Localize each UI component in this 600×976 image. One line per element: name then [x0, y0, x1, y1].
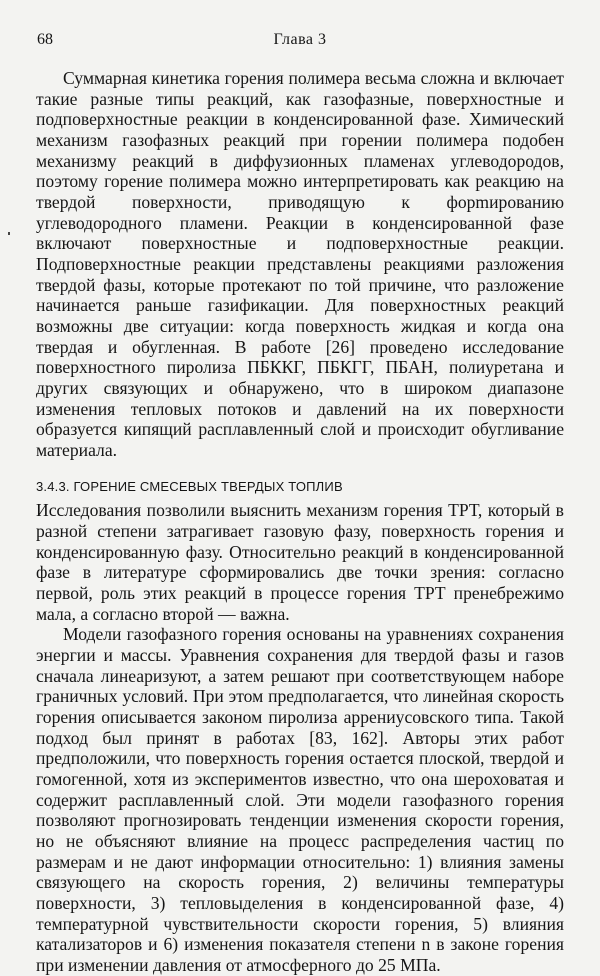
section-heading: 3.4.3. ГОРЕНИЕ СМЕСЕВЫХ ТВЕРДЫХ ТОПЛИВ: [36, 479, 343, 495]
page-header: [37, 31, 563, 53]
margin-speck: [8, 232, 10, 235]
paragraph-polymer-combustion: Суммарная кинетика горения полимера весьма сложна и включает такие разные типы реакций, как газофазные, поверхностные и подповерхностные реакции в конденсированной фазе. Химический механизм газофазных реакций при горении полимера подобен механизму реакций в диффузионных пламенах углеводородов, поэтому горение полимера можно интерпретировать как реакцию на твердой поверхности, приводящую к форmированию углеводородного пламени. Реакции в конденсированной фазе включают поверхностные и подповерхностные реакции. Подповерхностные реакции представлены реакциями разложения твердой фазы, которые протекают по той причине, что разложение начинается раньше газификации. Для поверхностных реакций возможны две ситуации: когда поверхность жидкая и когда она твердая и обугленная. В работе [26] проведено исследование поверхностного пиролиза ПБККГ, ПБКГГ, ПБАН, полиуретана и других связующих и обнаружено, что в широком диапазоне изменения тепловых потоков и давлений на их поверхности образуется кипящий расплавленный слой и происходит обугливание материала.: [36, 68, 564, 460]
running-title: Глава 3: [273, 31, 327, 48]
paragraph-mechanism-studies: Исследования позволили выяснить механизм горения ТРТ, который в разной степени затрагивает газовую фазу, поверхность горения и конденсированную фазу. Относительно реакций в конденсированной фазе в литературе сформировались две точки зрения: согласно первой, роль этих реакций в процессе горения ТРТ пренебрежимо мала, а согласно второй — важна.: [36, 500, 564, 624]
page-number: 68: [37, 31, 53, 48]
paragraph-gas-phase-models: Модели газофазного горения основаны на уравнениях сохранения энергии и массы. Уравнения сохранения для твердой фазы и газов сначала линеаризуют, а затем решают при соответствующем наборе граничных условий. При этом предполагается, что линейная скорость горения описывается законом пиролиза аррениусовского типа. Такой подход был принят в работах [83, 162]. Авторы этих работ предположили, что поверхность горения остается плоской, твердой и гомогенной, хотя из экспериментов известно, что она шероховатая и содержит расплавленный слой. Эти модели газофазного горения позволяют прогнозировать тенденции изменения скорости горения, но не объясняют влияние на процесс распределения частиц по размерам и не дают информации относительно: 1) влияния замены связующего на скорость горения, 2) величины температуры поверхности, 3) тепловыделения в конденсированной фазе, 4) температурной чувствительности скорости горения, 5) влияния катализаторов и 6) изменения показателя степени n в законе горения при изменении давления от атмосферного до 25 МПа.: [36, 624, 564, 975]
page-body: [36, 68, 564, 976]
